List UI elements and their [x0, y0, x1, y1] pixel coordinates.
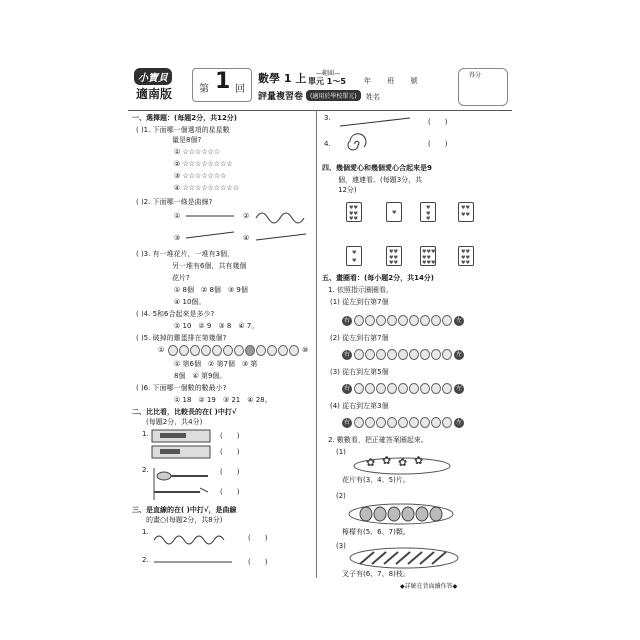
q3-option-4[interactable]: ④ 10個。 [174, 298, 206, 306]
section-4-title: 四、幾個愛心和幾個愛心合起來是9 [322, 164, 432, 172]
slanted-line-figure [338, 114, 414, 130]
ball[interactable] [431, 417, 441, 428]
round-number: 1 [215, 69, 231, 94]
q3-text-2: 另一堆有6個，共有幾個 [172, 262, 247, 270]
s3-item-1-label: 1. [142, 528, 149, 536]
ball[interactable] [420, 383, 430, 394]
s3-item-2-label: 2. [142, 556, 149, 564]
heart-card[interactable]: ♥♥ ♥♥ ♥♥ [346, 202, 362, 222]
unit-label: 單元 1～5 [308, 77, 346, 86]
egg [289, 345, 299, 356]
ball[interactable] [420, 315, 430, 326]
q6-text: ( )6. 下面哪一個數的數最小? [136, 384, 227, 392]
heart-card[interactable]: ♥ [386, 202, 402, 222]
class-field[interactable]: 年 班 號 [364, 77, 418, 85]
q1-option-4[interactable]: ④ ☆☆☆☆☆☆☆☆☆ [174, 184, 239, 192]
left-end-mark: 左 [455, 385, 462, 392]
egg [201, 345, 211, 356]
left-end-mark: 左 [455, 351, 462, 358]
q5-text: ( )5. 破掉的雞蛋排在第幾個? [136, 334, 227, 342]
q5-options[interactable]: ① 第6個 ② 第7個 ③ 第 [174, 360, 258, 368]
section-5-title: 五、畫圈看：(每小題2分，共14分) [322, 274, 435, 282]
ball[interactable] [431, 349, 441, 360]
s2-item-2-label: 2. [142, 466, 149, 474]
ball[interactable] [398, 383, 408, 394]
svg-text:✿: ✿ [398, 456, 408, 469]
egg [190, 345, 200, 356]
q1-option-1[interactable]: ① ☆☆☆☆☆☆ [174, 148, 221, 156]
page-subtitle: 評量複習卷 [258, 92, 304, 102]
q1-text: ( )1. 下面哪一個選項的星星數 [136, 126, 230, 134]
header [128, 64, 512, 108]
page-title: 數學 1 上 [258, 72, 307, 85]
egg [278, 345, 288, 356]
q5-start-mark: ① [158, 346, 165, 354]
q2-option-4[interactable]: ④ [243, 234, 250, 242]
ball[interactable] [387, 315, 397, 326]
q3-text-3: 花片? [172, 274, 190, 282]
score-label: 得分 [469, 72, 482, 79]
s3-item-3-label: 3. [324, 114, 331, 122]
q2-option-3[interactable]: ③ [174, 234, 181, 242]
ball[interactable] [431, 383, 441, 394]
s5-q2-item-2: (2) [336, 492, 346, 500]
s3-answer-4[interactable]: ( ) [428, 140, 448, 148]
s2-answer-2b[interactable]: ( ) [220, 488, 240, 496]
round-post: 回 [235, 84, 245, 95]
ball[interactable] [365, 383, 375, 394]
egg [234, 345, 244, 356]
ball[interactable] [442, 383, 452, 394]
ball[interactable] [409, 349, 419, 360]
s5-q2-item-3: (3) [336, 542, 346, 550]
q4-options[interactable]: ① 10 ② 9 ③ 8 ④ 7。 [174, 322, 259, 330]
q4-text: ( )4. 5和6合起來是多少? [136, 310, 215, 318]
spoon-figure [150, 466, 214, 502]
ball[interactable] [354, 349, 364, 360]
right-end-mark: 右 [343, 419, 350, 426]
s3-item-4-label: 4. [324, 140, 331, 148]
q6-options[interactable]: ① 18 ② 19 ③ 21 ④ 28。 [174, 396, 272, 404]
spiral-figure [340, 132, 370, 156]
ball[interactable] [398, 315, 408, 326]
q1-option-3[interactable]: ③ ☆☆☆☆☆☆☆ [174, 172, 227, 180]
ball[interactable] [387, 417, 397, 428]
right-end-mark: 右 [343, 351, 350, 358]
s5-q2-item-1: (1) [336, 448, 346, 456]
ball[interactable] [442, 315, 452, 326]
brand-logo [134, 68, 192, 104]
right-end-mark: 右 [343, 317, 350, 324]
s5-q1-item-4: (4) 從右到左第3個 [330, 402, 389, 410]
ball-row-3[interactable] [354, 383, 452, 394]
s3-answer-2[interactable]: ( ) [248, 558, 268, 566]
ball[interactable] [420, 417, 430, 428]
q3-text: ( )3. 有一堆花片，一堆有3個， [136, 250, 235, 258]
round-pre: 第 [199, 84, 209, 95]
column-divider [316, 110, 317, 578]
ball[interactable] [354, 383, 364, 394]
scope-pill: (適用於學校單元) [306, 90, 361, 101]
left-end-mark: 左 [455, 419, 462, 426]
q2-option-1[interactable]: ① [174, 212, 181, 220]
svg-text:✿: ✿ [382, 454, 392, 467]
s5-q1-item-3: (3) 從右到左第5個 [330, 368, 389, 376]
score-box[interactable] [458, 68, 508, 106]
section-3-subtitle: 的畫○(每題2分，共8分) [146, 516, 223, 524]
q3-options[interactable]: ① 8個 ② 8個 ③ 9個 [174, 286, 248, 294]
ball[interactable] [365, 315, 375, 326]
section-1-title: 一、選擇題：(每題2分，共12分) [132, 114, 238, 122]
q1-option-2[interactable]: ② ☆☆☆☆☆☆☆☆ [174, 160, 233, 168]
ball[interactable] [376, 383, 386, 394]
s5-q2-text: 2. 數數看，把正確答案圈起來。 [328, 436, 428, 444]
s5-q2-answer-3[interactable]: 叉子有(6、7、8)枝。 [342, 570, 410, 578]
svg-text:✿: ✿ [366, 456, 376, 469]
ball[interactable] [442, 349, 452, 360]
s3-answer-1[interactable]: ( ) [248, 534, 268, 542]
ball[interactable] [387, 349, 397, 360]
ball[interactable] [398, 349, 408, 360]
q1-text-2: 量是8個? [172, 136, 202, 144]
brand-bottom: 適南版 [136, 87, 173, 101]
wavy-line-figure [152, 532, 236, 548]
egg [168, 345, 178, 356]
s3-answer-3[interactable]: ( ) [428, 118, 448, 126]
s5-q2-answer-1[interactable]: 花片有(3、4、5)片。 [342, 476, 410, 484]
broken-egg [245, 345, 255, 356]
heart-card[interactable]: ♥ ♥ [346, 246, 362, 266]
heart-card[interactable]: ♥♥ ♥♥ [458, 202, 474, 222]
q2-text: ( )2. 下面哪一條是曲線? [136, 198, 213, 206]
s2-answer-1b[interactable]: ( ) [220, 448, 240, 456]
ball-row-4[interactable] [354, 417, 452, 428]
section-2-title: 二、比比看，比較長的在( )中打√ [132, 408, 237, 416]
worksheet [128, 64, 512, 589]
brand-top: 小寶貝 [134, 68, 172, 85]
ball[interactable] [365, 417, 375, 428]
ball[interactable] [376, 417, 386, 428]
egg [223, 345, 233, 356]
ball-row-2[interactable] [354, 349, 452, 360]
forks-figure [346, 544, 462, 570]
lemon-figure [346, 502, 456, 526]
s5-q1-item-2: (2) 從左到右第7個 [330, 334, 389, 342]
ball[interactable] [365, 349, 375, 360]
right-end-mark: 右 [343, 385, 350, 392]
q2-option-2[interactable]: ② [243, 212, 250, 220]
ball[interactable] [376, 315, 386, 326]
ball[interactable] [431, 315, 441, 326]
ball[interactable] [409, 383, 419, 394]
q5-end-mark: ⑩ [302, 346, 309, 354]
ball-row-1[interactable] [354, 315, 452, 326]
ball[interactable] [442, 417, 452, 428]
ball[interactable] [376, 349, 386, 360]
footer-note: ◆詳解在背面續作答◆ [400, 583, 458, 590]
heart-card[interactable]: ♥♥ ♥♥ ♥♥ [386, 246, 402, 266]
round-badge [192, 68, 252, 102]
egg [256, 345, 266, 356]
section-3-title: 三、是直線的在( )中打√，是曲線 [132, 506, 237, 514]
left-end-mark: 左 [455, 317, 462, 324]
egg-row [168, 345, 299, 356]
flower-chips-figure [352, 452, 452, 476]
pencil-case-figure [150, 428, 214, 460]
s2-answer-2a[interactable]: ( ) [220, 468, 240, 476]
s2-item-1-label: 1. [142, 430, 149, 438]
s5-q1-item-1: (1) 從左到右第7個 [330, 298, 389, 306]
ball[interactable] [420, 349, 430, 360]
ball[interactable] [354, 417, 364, 428]
egg [212, 345, 222, 356]
egg [179, 345, 189, 356]
heart-card[interactable]: ♥♥ ♥♥ ♥♥ [458, 246, 474, 266]
ball[interactable] [409, 315, 419, 326]
s5-q1-text: 1. 依照指示圈圈看。 [328, 286, 393, 294]
heart-card[interactable]: ♥ ♥ ♥ [420, 202, 436, 222]
ball[interactable] [398, 417, 408, 428]
q5-options-2[interactable]: 8個 ④ 第9個。 [174, 372, 227, 380]
range-label: —範圍— [316, 70, 341, 77]
egg [267, 345, 277, 356]
svg-text:✿: ✿ [414, 454, 424, 467]
s5-q2-answer-2[interactable]: 檸檬有(5、6、7)顆。 [342, 528, 410, 536]
ball[interactable] [354, 315, 364, 326]
header-divider [128, 110, 512, 111]
section-4-subtitle: 個，連連看。(每題3分，共 [338, 176, 423, 184]
s2-answer-1a[interactable]: ( ) [220, 432, 240, 440]
ball[interactable] [409, 417, 419, 428]
name-field[interactable]: 姓名 [366, 93, 380, 101]
ball[interactable] [387, 383, 397, 394]
heart-card[interactable]: ♥♥♥ ♥♥ ♥♥♥ [420, 246, 436, 266]
section-2-subtitle: (每題2分，共4分) [146, 418, 203, 426]
straight-line-figure [152, 558, 236, 566]
section-4-subtitle-2: 12分) [338, 186, 357, 194]
